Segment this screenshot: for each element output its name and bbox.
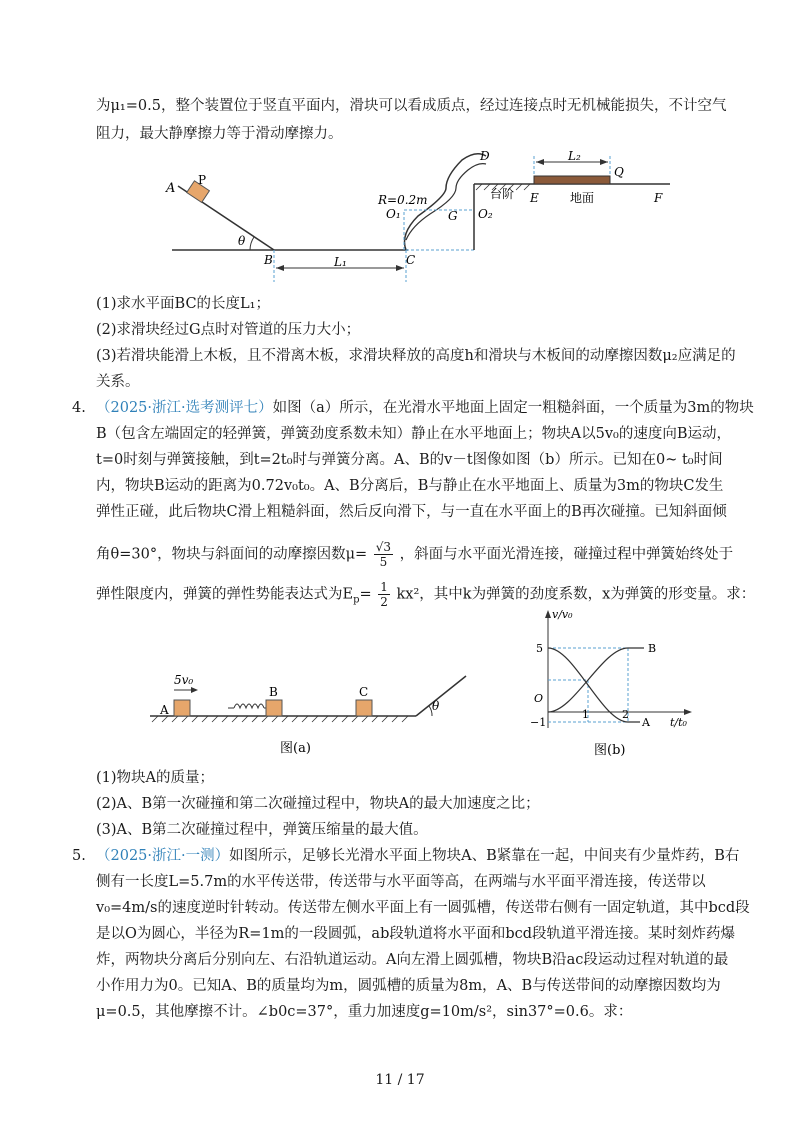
figure-a-blocks (140, 660, 480, 770)
mu-fraction-numerator: √3 (375, 540, 392, 554)
q4-line-1: 如图（a）所示，在光滑水平地面上固定一粗糙斜面，一个质量为3m的物块 (272, 400, 754, 416)
q4-line-5: 弹性正碰，此后物块C滑上粗糙斜面，然后反向滑下，与一直在水平面上的B再次碰撞。已知斜面倾 (96, 504, 727, 520)
figb-tick-m1: −1 (530, 716, 547, 729)
mu-fraction-denominator: 5 (379, 555, 388, 569)
figure-1-track (150, 146, 680, 282)
q5-line-1: 如图所示，足够长光滑水平面上物块A、B紧靠在一起，中间夹有少量炸药，B右 (229, 848, 740, 864)
half-numerator: 1 (380, 580, 388, 594)
q5-number: 5. (72, 848, 86, 864)
q5-line-4: 是以O为圆心，半径为R=1m的一段圆弧，ab段轨道将水平面和bcd段轨道平滑连接。某时刻炸药爆 (96, 926, 736, 942)
q4-line-6b: ，斜面与水平面光滑连接，碰撞过程中弹簧始终处于 (399, 546, 734, 563)
fig1-label-E: E (530, 191, 539, 205)
half-denominator: 2 (380, 595, 388, 609)
fig1-label-P: P (198, 173, 207, 187)
figa-label-B: B (269, 685, 278, 699)
figa-label-v: 5v₀ (174, 673, 194, 687)
figa-label-theta: θ (432, 699, 440, 713)
q4-sub2: (2)A、B第一次碰撞和第二次碰撞过程中，物块A的最大加速度之比； (96, 796, 540, 812)
fig1-label-A: A (166, 181, 176, 196)
q4-line-7b: = (359, 586, 372, 603)
figa-caption: 图(a) (280, 741, 311, 756)
fig1-label-L1: L₁ (334, 255, 347, 269)
fig1-label-R: R=0.2m (378, 193, 428, 207)
figb-ylabel: v/v₀ (552, 608, 573, 621)
q4-source: （2025·浙江·选考测评七） (96, 400, 273, 416)
figb-label-A: A (642, 716, 650, 729)
figb-tick-2: 2 (622, 708, 629, 721)
q5-line-7: μ=0.5，其他摩擦不计。∠b0c=37°，重力加速度g=10m/s²，sin37°=0.6。求： (96, 1004, 633, 1020)
fig1-label-theta: θ (238, 234, 246, 248)
q3-sub3a: (3)若滑块能滑上木板，且不滑离木板，求滑块释放的高度h和滑块与木板间的动摩擦因数μ₂应满足的 (96, 348, 736, 364)
q4-line-6a: 角θ=30°，物块与斜面间的动摩擦因数μ= (96, 546, 368, 563)
q3-sub2: (2)求滑块经过G点时对管道的压力大小； (96, 322, 361, 338)
fig1-label-B: B (264, 253, 273, 267)
q3-sub3b: 关系。 (96, 374, 140, 390)
q3-sub1: (1)求水平面BC的长度L₁； (96, 296, 270, 312)
q4-line-7c: kx²，其中k为弹簧的劲度系数，x为弹簧的形变量。求： (396, 586, 756, 603)
fig1-label-G: G (448, 209, 458, 223)
intro-line-2: 阻力，最大静摩擦力等于滑动摩擦力。 (96, 126, 343, 142)
fig1-label-O1: O₁ (386, 207, 401, 221)
fig1-label-D: D (480, 149, 490, 163)
figa-label-C: C (359, 685, 369, 699)
q4-line-7a: 弹性限度内，弹簧的弹性势能表达式为E (96, 586, 354, 603)
fig1-label-F: F (654, 191, 663, 205)
fig1-label-step: 台阶 (490, 187, 515, 201)
q4-sub1: (1)物块A的质量； (96, 770, 215, 786)
figure-b-vt-graph (510, 606, 700, 766)
fig1-label-ground: 地面 (570, 191, 595, 205)
q4-sub3: (3)A、B第二次碰撞过程中，弹簧压缩量的最大值。 (96, 822, 428, 838)
fig1-label-L2: L₂ (568, 149, 581, 163)
page-number: 11 / 17 (375, 1072, 425, 1088)
fig1-label-O2: O₂ (478, 207, 493, 221)
figb-tick-1: 1 (582, 708, 589, 721)
figb-caption: 图(b) (594, 743, 626, 758)
q4-line-4: 内，物块B运动的距离为0.72v₀t₀。A、B分离后，B与静止在水平地面上、质量为3m的物块C发生 (96, 478, 724, 494)
intro-line-1: 为μ₁=0.5，整个装置位于竖直平面内，滑块可以看成质点，经过连接点时无机械能损失，不计空气 (96, 98, 727, 114)
figb-tick-5: 5 (536, 642, 543, 655)
q5-line-6: 小作用力为0。已知A、B的质量均为m，圆弧槽的质量为8m，A、B与传送带间的动摩擦因数均为 (96, 978, 721, 994)
q5-line-2: 侧有一长度L=5.7m的水平传送带，传送带与水平面等高，在两端与水平面平滑连接，传送带以 (96, 874, 706, 890)
q4-number: 4. (72, 400, 86, 416)
q5-line-5: 炸，两物块分离后分别向左、右沿轨道运动。A向左滑上圆弧槽，物块B沿ac段运动过程对轨道的最 (96, 952, 729, 968)
figb-xlabel: t/t₀ (670, 716, 687, 729)
figb-label-B: B (648, 642, 657, 655)
ep-subscript: p (353, 594, 360, 606)
figb-origin: O (534, 692, 544, 705)
q4-line-2: B（包含左端固定的轻弹簧，弹簧劲度系数未知）静止在水平地面上；物块A以5v₀的速度向B运动， (96, 426, 732, 442)
fig1-label-C: C (406, 253, 416, 267)
q4-line-3: t=0时刻与弹簧接触，到t=2t₀时与弹簧分离。A、B的v－t图像如图（b）所示。已知在0~ t₀时间 (96, 452, 723, 468)
q5-source: （2025·浙江·一测） (96, 848, 230, 864)
figa-label-A: A (160, 703, 169, 717)
q5-line-3: v₀=4m/s的速度逆时针转动。传送带左侧水平面上有一圆弧槽，传送带右侧有一固定轨道，其中bcd段 (96, 900, 750, 916)
fig1-label-Q: Q (614, 165, 624, 179)
